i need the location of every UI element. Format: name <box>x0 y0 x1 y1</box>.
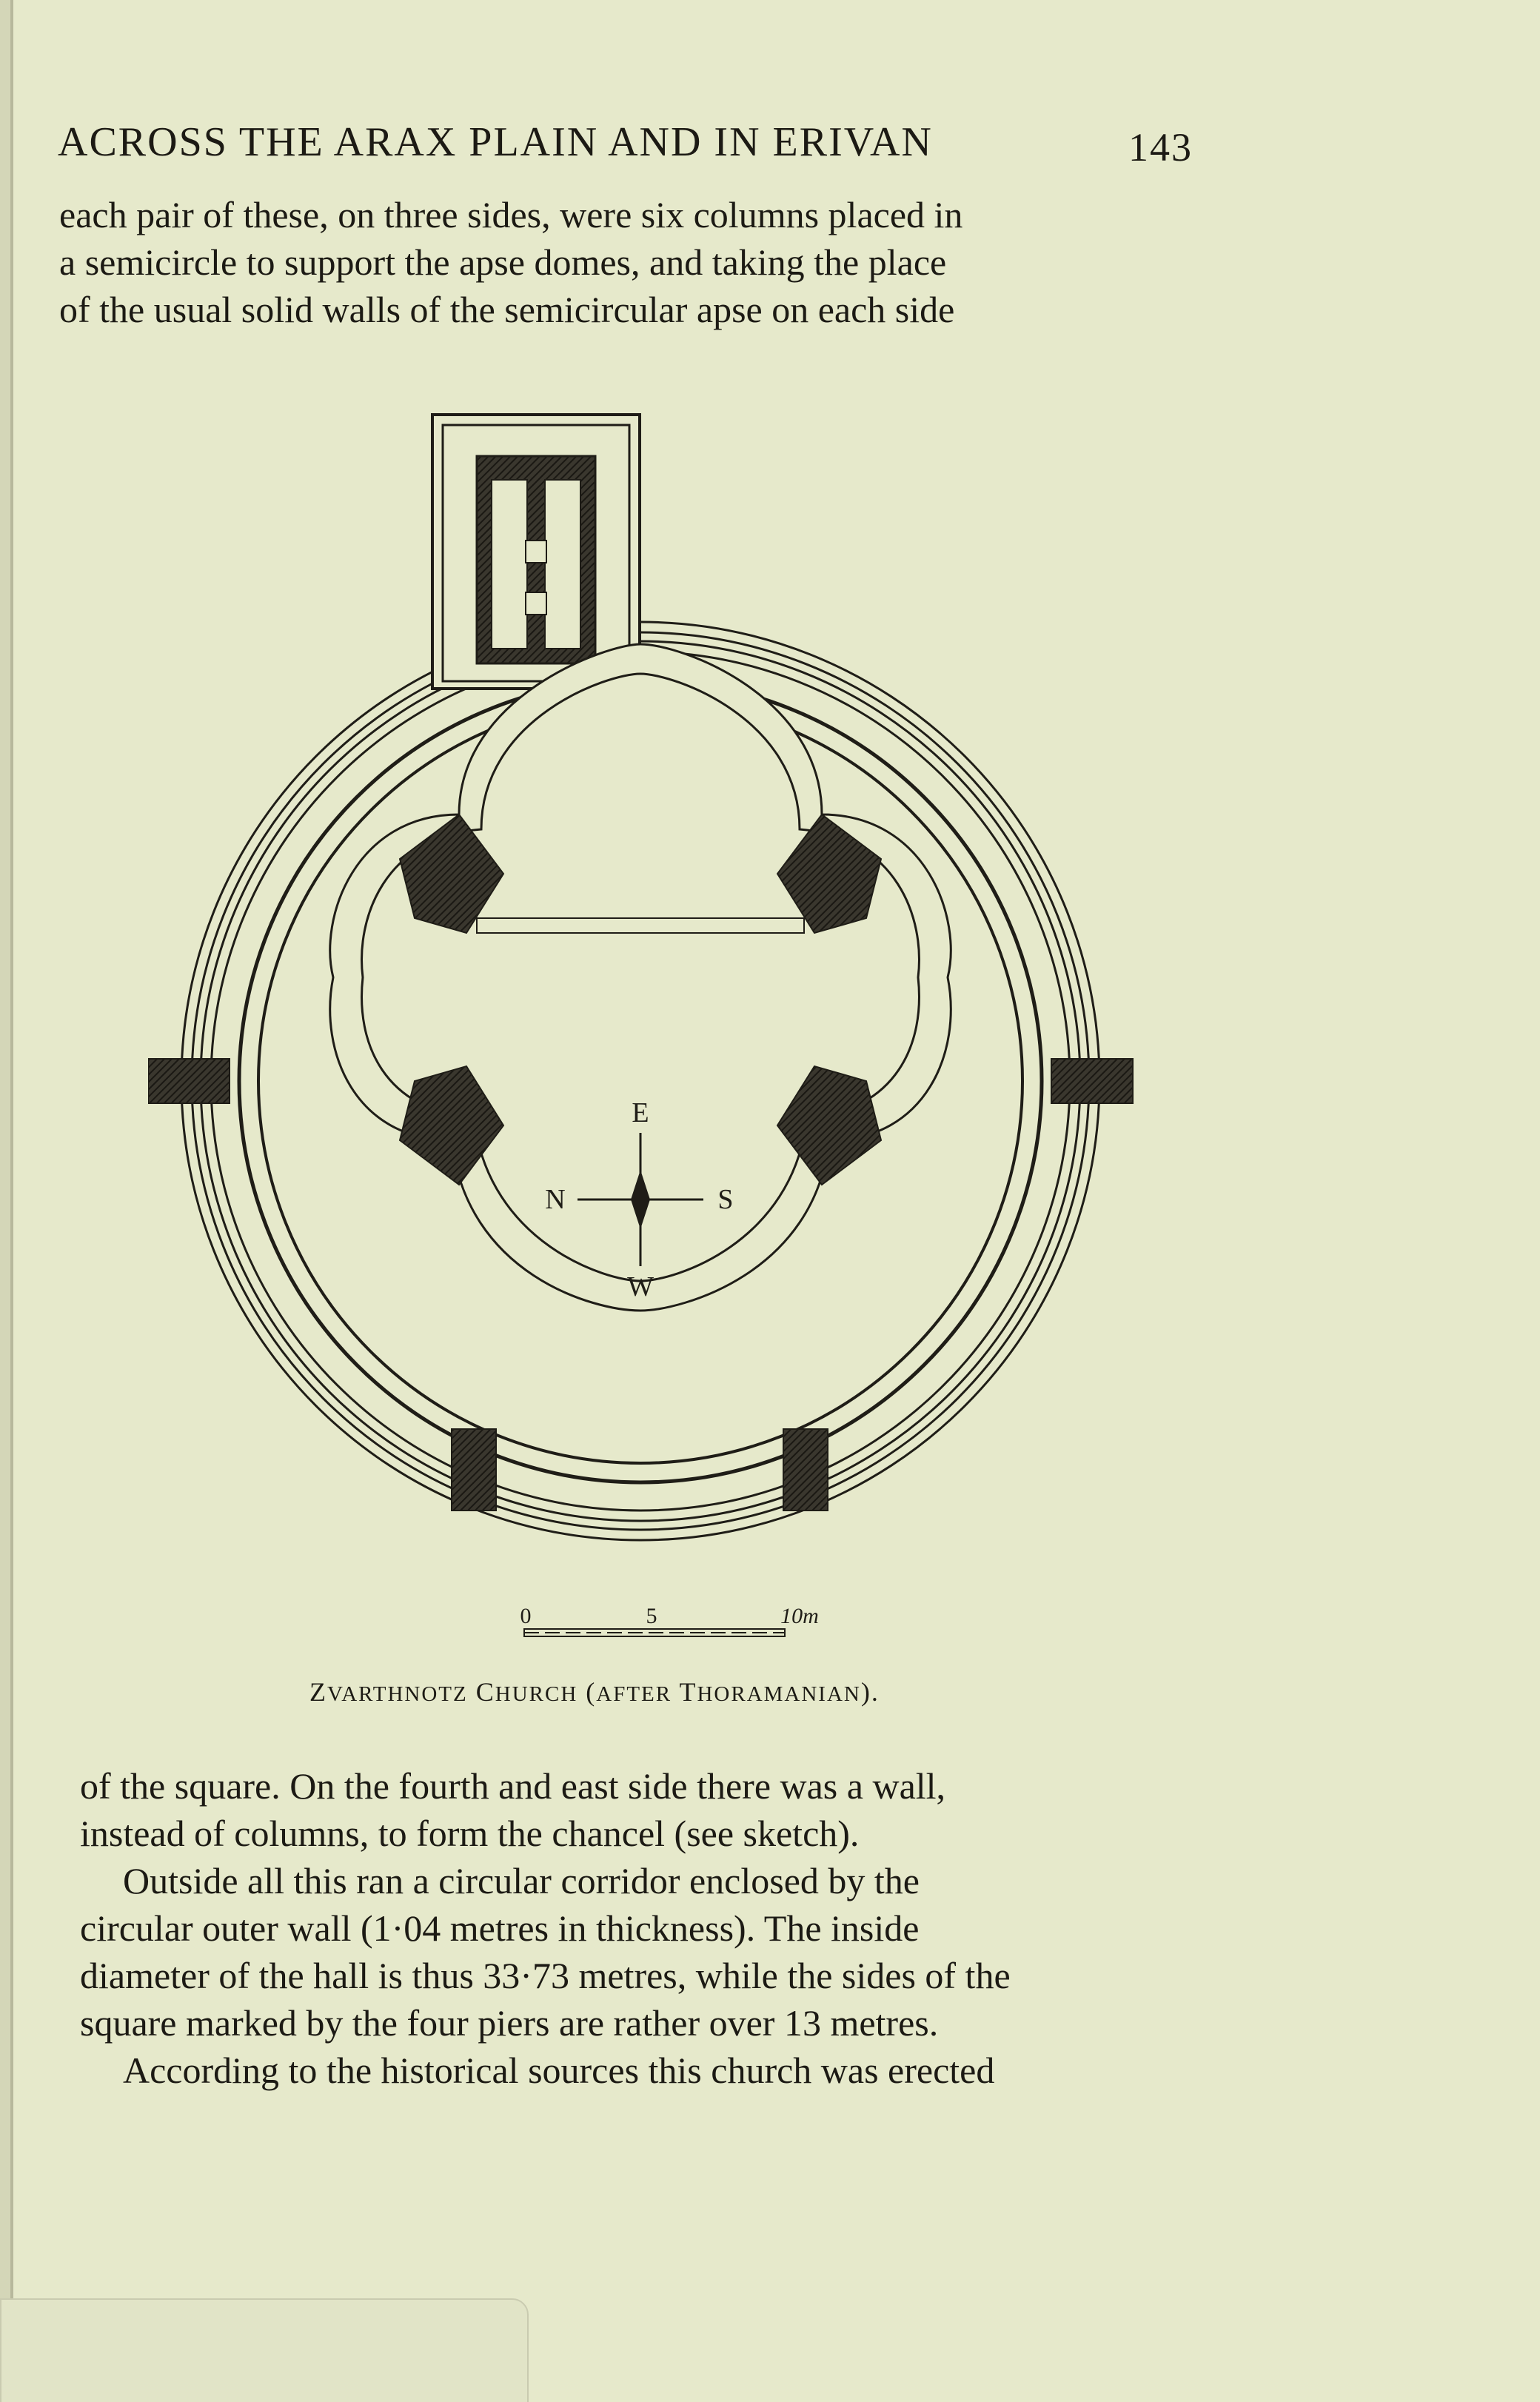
caption-initial: C <box>475 1677 495 1707</box>
caption-paren: ). <box>860 1677 880 1707</box>
gutter-shadow <box>0 0 10 2402</box>
text-line: instead of columns, to form the chancel (see sketch). <box>80 1813 860 1854</box>
caption-word: VARTHNOTZ <box>327 1682 468 1706</box>
scale-bar <box>520 1604 819 1636</box>
compass-south-label: S <box>717 1184 734 1215</box>
binding-edge <box>10 0 13 2402</box>
text-line: of the square. On the fourth and east side there was a wall, <box>80 1765 946 1807</box>
caption-word: AFTER <box>596 1682 672 1706</box>
sanctuary-annex <box>432 415 640 689</box>
page-number: 143 <box>1128 125 1193 170</box>
text-line: Outside all this ran a circular corridor enclosed by the <box>123 1860 920 1901</box>
caption-word: HORAMANIAN <box>697 1682 861 1706</box>
caption-word: HURCH <box>495 1682 578 1706</box>
library-label-sticker <box>0 2298 529 2402</box>
scale-end: 10m <box>780 1604 819 1628</box>
text-line: of the usual solid walls of the semicircular apse on each side <box>59 289 955 330</box>
church-floor-plan <box>148 400 1155 1644</box>
figure-caption <box>309 1676 880 1707</box>
compass-east-label: E <box>632 1097 649 1128</box>
text-line: each pair of these, on three sides, were six columns placed in <box>59 194 963 235</box>
text-line: diameter of the hall is thus 33·73 metres, while the sides of the <box>80 1955 1011 1996</box>
text-line: circular outer wall (1·04 metres in thickness). The inside <box>80 1907 920 1949</box>
text-line: square marked by the four piers are rather over 13 metres. <box>80 2002 939 2044</box>
caption-paren: ( <box>586 1677 597 1707</box>
bottom-paragraph <box>80 1762 1011 2094</box>
text-line: According to the historical sources this church was erected <box>123 2050 995 2091</box>
text-line: a semicircle to support the apse domes, and taking the place <box>59 241 947 283</box>
scale-mid: 5 <box>646 1604 657 1628</box>
running-head <box>58 118 1193 170</box>
caption-initial: Z <box>309 1677 327 1707</box>
caption-initial: T <box>679 1677 697 1707</box>
compass-west-label: W <box>627 1271 654 1302</box>
running-head-title: ACROSS THE ARAX PLAIN AND IN ERIVAN <box>58 119 933 165</box>
scale-start: 0 <box>520 1604 532 1628</box>
compass-north-label: N <box>545 1184 566 1215</box>
top-paragraph <box>59 191 962 333</box>
